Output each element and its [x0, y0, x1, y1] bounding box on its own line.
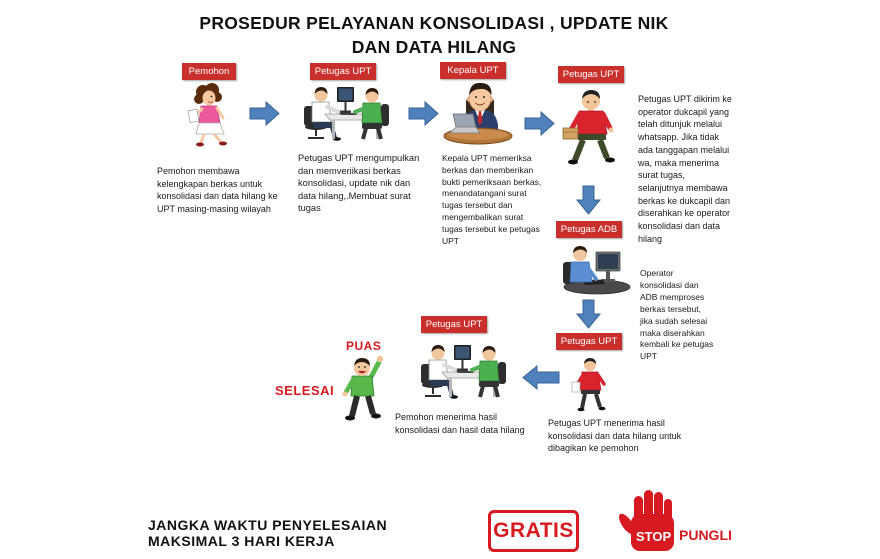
puas-label: PUAS	[346, 339, 382, 353]
step-description-petugas-adb	[640, 268, 713, 363]
description-line: jika sudah selesai	[640, 315, 708, 326]
petugas-upt-return-figure-icon	[572, 358, 606, 411]
gratis-stamp: GRATIS	[488, 510, 579, 552]
arrow-down-1	[577, 186, 600, 214]
step-description-petugas-upt	[298, 152, 419, 215]
step-label-petugas-adb: Petugas ADB	[556, 221, 622, 238]
step-description-petugas-upt-return	[548, 417, 681, 455]
description-line: Pemohon membawa	[157, 166, 240, 176]
step-label-petugas-upt-handover: Petugas UPT	[421, 316, 487, 333]
duration-note: JANGKA WAKTU PENYELESAIAN	[148, 517, 388, 533]
arrow-left-1	[523, 366, 559, 389]
description-line: konsolidasi dan	[640, 279, 699, 290]
page-title: PROSEDUR PELAYANAN KONSOLIDASI , UPDATE NIK	[199, 13, 669, 33]
petugas-upt-desk-figure-icon	[304, 87, 389, 141]
description-line: Operator	[640, 268, 674, 278]
puas-figure-icon	[343, 356, 384, 421]
description-line: data hilang,.Membuat surat	[298, 190, 411, 201]
description-line: Pemohon menerima hasil	[395, 412, 498, 422]
description-line: ADB memproses	[640, 291, 705, 302]
description-line: menandatangani surat	[442, 188, 527, 199]
description-line: Petugas UPT menerima hasil	[548, 418, 665, 428]
step-description-pemohon	[157, 165, 278, 215]
description-line: konsolidasi dan hasil data hilang	[395, 425, 525, 435]
step-label-pemohon: Pemohon	[182, 63, 236, 80]
description-line: UPT	[640, 351, 657, 362]
description-line: kelengkapan berkas untuk	[157, 178, 263, 189]
description-line: Kepala UPT memeriksa	[442, 153, 532, 163]
arrow-right-2	[409, 102, 438, 125]
description-line: konsolidasi, update nik dan	[298, 178, 411, 188]
description-line: dibagikan ke pemohon	[548, 443, 639, 453]
description-line: wa, maka menerima	[638, 157, 720, 168]
arrow-right-3	[525, 112, 554, 135]
petugas-upt-handover-figure-icon	[421, 345, 506, 399]
description-line: berkas dan memberikan	[442, 164, 534, 175]
description-line: dan memveriikasi berkas	[298, 165, 401, 176]
description-line: Petugas UPT mengumpulkan	[298, 153, 420, 163]
pungli-label: PUNGLI	[679, 527, 732, 543]
page-title-line-2: DAN DATA HILANG	[351, 37, 517, 57]
step-description-petugas-upt-courier	[638, 93, 732, 245]
description-line: maka diserahkan	[640, 327, 705, 338]
description-line: UPT masing-masing wilayah	[157, 203, 271, 214]
description-line: diserahkan ke operator	[638, 208, 731, 219]
description-line: bukti pemeriksaan berkas,	[442, 176, 542, 187]
description-line: whatsapp. Jika tidak	[638, 132, 720, 143]
description-line: kembali ke petugas	[640, 339, 714, 350]
description-line: hilang	[638, 233, 663, 244]
petugas-adb-figure-icon	[563, 246, 630, 294]
selesai-label: SELESAI	[275, 383, 335, 398]
stop-label: STOP	[636, 529, 672, 544]
description-line: tugas	[298, 203, 321, 213]
arrow-down-2	[577, 300, 600, 328]
step-label-petugas-upt-return: Petugas UPT	[556, 333, 622, 350]
step-label-petugas-upt: Petugas UPT	[310, 63, 376, 80]
description-line: operator dukcapil yang	[638, 106, 730, 117]
description-line: mengembalikan surat	[442, 211, 524, 222]
step-description-petugas-upt-handover	[395, 411, 525, 437]
description-line: berkas tersebut,	[640, 303, 701, 314]
description-line: UPT	[442, 235, 459, 246]
description-line: Petugas UPT dikirim ke	[638, 94, 732, 104]
description-line: tugas tersebut ke petugas	[442, 223, 540, 234]
arrow-right-1	[250, 102, 279, 125]
description-line: tugas tersebut dan	[442, 200, 513, 211]
description-line: selanjutnya membawa	[638, 182, 728, 193]
description-line: konsolidasi dan data	[638, 221, 721, 232]
step-description-kepala-upt	[442, 153, 541, 247]
description-line: surat tugas,	[638, 170, 686, 181]
step-label-kepala-upt: Kepala UPT	[440, 62, 506, 79]
step-label-petugas-upt-courier: Petugas UPT	[558, 66, 624, 83]
description-line: konsolidasi dan data hilang ke	[157, 191, 278, 201]
description-line: telah ditunjuk melalui	[638, 119, 723, 130]
pemohon-figure-icon	[188, 83, 227, 147]
description-line: konsolidasi dan data hilang untuk	[548, 430, 682, 441]
duration-note-line-2: MAKSIMAL 3 HARI KERJA	[148, 533, 335, 549]
description-line: ada tanggapan melalui	[638, 144, 730, 155]
description-line: berkas ke dukcapil dan	[638, 195, 731, 206]
kepala-upt-figure-icon	[444, 83, 512, 144]
petugas-upt-courier-figure-icon	[563, 90, 615, 165]
